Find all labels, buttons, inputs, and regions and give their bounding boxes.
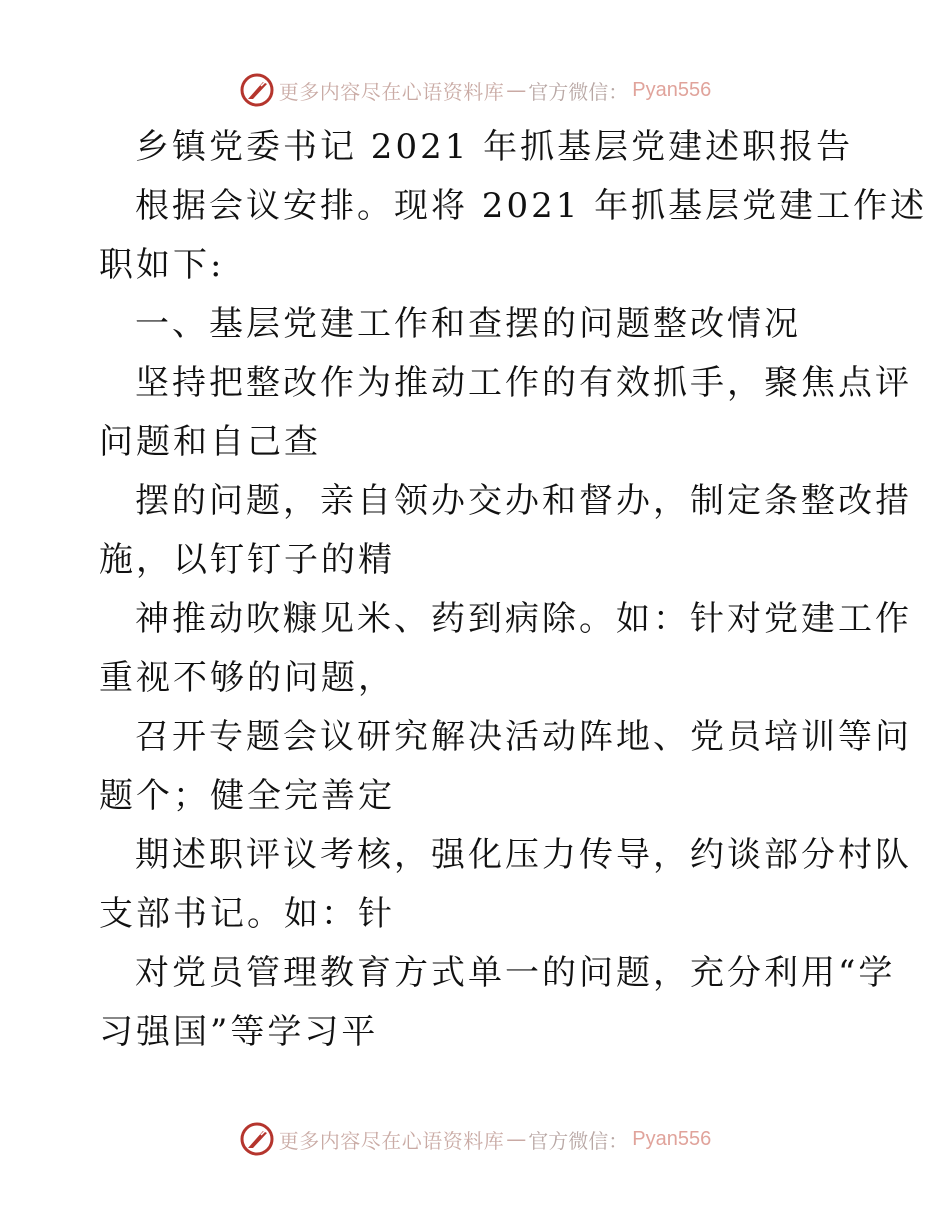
paragraph-line: 神推动吹糠见米、药到病除。如：针对党建工作 xyxy=(135,599,912,639)
watermark-wechat-label: 官方微信 xyxy=(528,79,609,104)
quill-logo-icon xyxy=(239,72,275,108)
watermark-text: 更多内容尽在心语资料库 xyxy=(278,79,505,104)
section-heading: 一、基层党建工作和查摆的问题整改情况 xyxy=(135,304,801,344)
paragraph-line: 坚持把整改作为推动工作的有效抓手，聚焦点评 xyxy=(135,363,912,403)
watermark-colon: ： xyxy=(608,79,629,104)
paragraph-line: 职如下: xyxy=(99,245,225,285)
paragraph-line: 期述职评议考核，强化压力传导，约谈部分村队 xyxy=(135,835,912,875)
paragraph-line: 施，以钉钉子的精 xyxy=(99,540,395,580)
paragraph-line: 习强国”等学习平 xyxy=(99,1012,379,1052)
watermark-dash: — xyxy=(506,78,527,102)
paragraph-line: 支部书记。如：针 xyxy=(99,894,395,934)
paragraph-line: 召开专题会议研究解决活动阵地、党员培训等问 xyxy=(135,717,912,757)
watermark-dash: — xyxy=(506,1127,527,1151)
paragraph-line: 摆的问题，亲自领办交办和督办，制定条整改措 xyxy=(135,481,912,521)
watermark-wechat-label: 官方微信 xyxy=(528,1128,609,1153)
paragraph-line: 问题和自己查 xyxy=(99,422,321,462)
watermark-wechat-id: Pyan556 xyxy=(632,1127,712,1150)
watermark-text: 更多内容尽在心语资料库 xyxy=(278,1128,505,1153)
footer-watermark xyxy=(0,1119,950,1159)
paragraph-line: 根据会议安排。现将 2021 年抓基层党建工作述 xyxy=(135,186,928,226)
header-watermark xyxy=(0,70,950,110)
watermark-wechat-id: Pyan556 xyxy=(632,78,712,101)
paragraph-line: 重视不够的问题， xyxy=(99,658,395,698)
document-title: 乡镇党委书记 2021 年抓基层党建述职报告 xyxy=(135,127,854,167)
document-body xyxy=(99,118,928,1062)
paragraph-line: 对党员管理教育方式单一的问题，充分利用“学 xyxy=(135,953,896,993)
watermark-colon: ： xyxy=(608,1128,629,1153)
quill-logo-icon xyxy=(239,1121,275,1157)
paragraph-line: 题个；健全完善定 xyxy=(99,776,395,816)
